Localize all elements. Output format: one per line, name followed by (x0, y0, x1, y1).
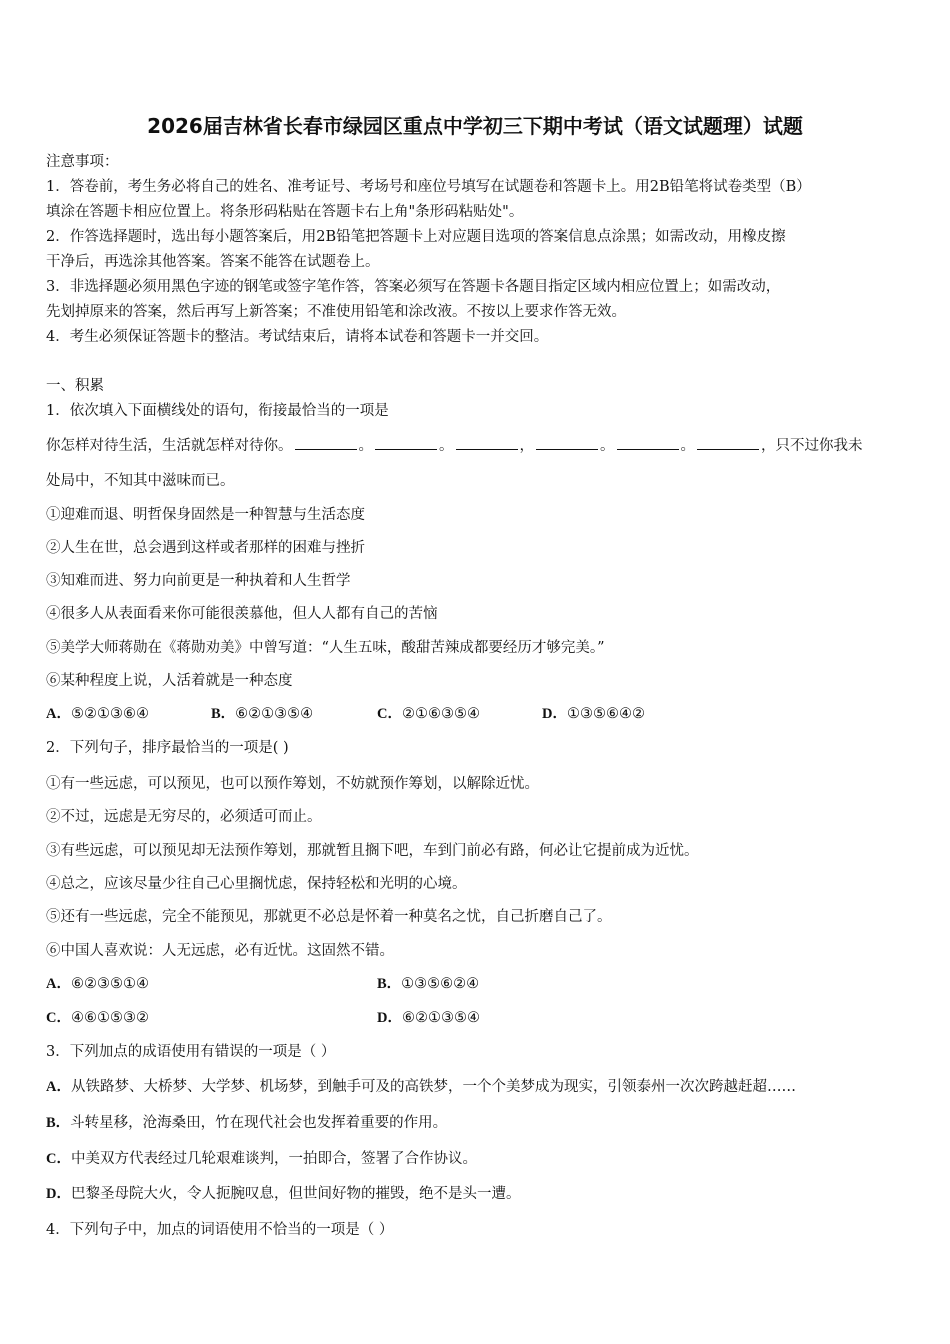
q1-item-2: ②人生在世，总会遇到这样或者那样的困难与挫折 (46, 540, 365, 556)
separator: 。 (680, 438, 695, 454)
q1-item-6: ⑥某种程度上说，人活着就是一种态度 (46, 673, 293, 689)
q2-option-a[interactable] (46, 974, 149, 994)
q3-stem: 3．下列加点的成语使用有错误的一项是（ ） (46, 1044, 336, 1060)
q3-option-d[interactable] (46, 1184, 520, 1204)
exam-title: 2026届吉林省长春市绿园区重点中学初三下期中考试（语文试题理）试题 (147, 114, 803, 138)
q1-option-b[interactable] (211, 704, 313, 724)
notice-line-7: 4．考生必须保证答题卡的整洁。考试结束后，请将本试卷和答题卡一并交回。 (46, 329, 549, 345)
option-label: C． (377, 706, 402, 722)
option-text: 巴黎圣母院大火，令人扼腕叹息，但世间好物的摧毁，绝不是头一遭。 (70, 1186, 521, 1202)
option-text: ①③⑤⑥④② (566, 706, 645, 722)
q1-option-d[interactable] (542, 704, 645, 724)
q2-item-3: ③有些远虑，可以预见却无法预作筹划，那就暂且搁下吧，车到门前必有路，何必让它提前成为近忧。 (46, 843, 699, 859)
option-text: ⑤②①③⑥④ (70, 706, 149, 722)
q1-option-a[interactable] (46, 704, 149, 724)
notice-heading: 注意事项： (46, 154, 119, 170)
q4-stem: 4．下列句子中，加点的词语使用不恰当的一项是（ ） (46, 1222, 394, 1238)
q1-sentence (46, 435, 906, 456)
q1-item-3: ③知难而进、努力向前更是一种执着和人生哲学 (46, 573, 351, 589)
q2-option-b[interactable] (377, 974, 479, 994)
q3-option-b[interactable] (46, 1113, 447, 1133)
option-label: A． (46, 706, 71, 722)
q2-stem: 2．下列句子，排序最恰当的一项是( ) (46, 740, 289, 756)
section-heading: 一、积累 (46, 378, 104, 394)
option-label: A． (46, 1079, 71, 1095)
option-label: B． (211, 706, 236, 722)
q1-option-c[interactable] (377, 704, 480, 724)
q1-sentence-tail: ，只不过你我未 (761, 438, 863, 454)
separator: 。 (600, 438, 615, 454)
q3-option-a[interactable] (46, 1077, 906, 1097)
q2-option-d[interactable] (377, 1008, 480, 1028)
q2-item-4: ④总之，应该尽量少往自己心里搁忧虑，保持轻松和光明的心境。 (46, 876, 467, 892)
q1-item-4: ④很多人从表面看来你可能很羡慕他，但人人都有自己的苦恼 (46, 606, 438, 622)
separator: 。 (358, 438, 373, 454)
option-label: C． (46, 1151, 71, 1167)
option-text: 中美双方代表经过几轮艰难谈判，一拍即合，签署了合作协议。 (70, 1151, 477, 1167)
answer-blank (375, 435, 437, 450)
option-label: C． (46, 1010, 71, 1026)
q1-item-5: ⑤美学大师蒋勋在《蒋勋劝美》中曾写道：“人生五味，酸甜苦辣成都要经历才够完美。” (46, 640, 605, 656)
answer-blank (536, 435, 598, 450)
option-text: 斗转星移，沧海桑田，竹在现代社会也发挥着重要的作用。 (70, 1115, 448, 1131)
option-text: ①③⑤⑥②④ (401, 976, 480, 992)
option-text: ⑥②①③⑤④ (401, 1010, 480, 1026)
notice-line-4: 干净后，再选涂其他答案。答案不能答在试题卷上。 (46, 254, 380, 270)
q2-item-1: ①有一些远虑，可以预见，也可以预作筹划，不妨就预作筹划，以解除近忧。 (46, 776, 539, 792)
option-label: D． (377, 1010, 402, 1026)
separator: ， (519, 438, 534, 454)
option-label: B． (46, 1115, 71, 1131)
answer-blank (456, 435, 518, 450)
option-label: A． (46, 976, 71, 992)
notice-line-6: 先划掉原来的答案，然后再写上新答案；不准使用铅笔和涂改液。不按以上要求作答无效。 (46, 304, 626, 320)
q1-stem: 1．依次填入下面横线处的语句，衔接最恰当的一项是 (46, 403, 389, 419)
option-text: ④⑥①⑤③② (70, 1010, 149, 1026)
q3-option-c[interactable] (46, 1149, 477, 1169)
q2-option-c[interactable] (46, 1008, 149, 1028)
option-text: ⑥②③⑤①④ (70, 976, 149, 992)
option-text: ②①⑥③⑤④ (401, 706, 480, 722)
q1-sentence-start: 你怎样对待生活，生活就怎样对待你。 (46, 438, 293, 454)
answer-blank (295, 435, 357, 450)
notice-line-5: 3．非选择题必须用黑色字迹的钢笔或签字笔作答，答案必须写在答题卡各题目指定区域内相应位置上；如需改动， (46, 279, 781, 295)
option-label: B． (377, 976, 402, 992)
answer-blank (697, 435, 759, 450)
option-text: ⑥②①③⑤④ (235, 706, 314, 722)
option-label: D． (46, 1186, 71, 1202)
q1-sentence-end: 处局中，不知其中滋味而已。 (46, 473, 235, 489)
q1-item-1: ①迎难而退、明哲保身固然是一种智慧与生活态度 (46, 507, 365, 523)
q2-item-5: ⑤还有一些远虑，完全不能预见，那就更不必总是怀着一种莫名之忧，自己折磨自己了。 (46, 909, 612, 925)
notice-line-1: 1．答卷前，考生务必将自己的姓名、准考证号、考场号和座位号填写在试题卷和答题卡上。用2B铅笔将试卷类型（B） (46, 179, 811, 195)
notice-line-3: 2．作答选择题时，选出每小题答案后，用2B铅笔把答题卡上对应题目选项的答案信息点涂黑；如需改动，用橡皮擦 (46, 229, 786, 245)
q2-item-6: ⑥中国人喜欢说：人无远虑，必有近忧。这固然不错。 (46, 943, 394, 959)
option-text: 从铁路梦、大桥梦、大学梦、机场梦，到触手可及的高铁梦，一个个美梦成为现实，引领泰州一次次跨越赶超…… (70, 1079, 796, 1095)
option-label: D． (542, 706, 567, 722)
q2-item-2: ②不过，远虑是无穷尽的，必须适可而止。 (46, 809, 322, 825)
notice-line-2: 填涂在答题卡相应位置上。将条形码粘贴在答题卡右上角"条形码粘贴处"。 (46, 204, 524, 220)
separator: 。 (439, 438, 454, 454)
answer-blank (617, 435, 679, 450)
